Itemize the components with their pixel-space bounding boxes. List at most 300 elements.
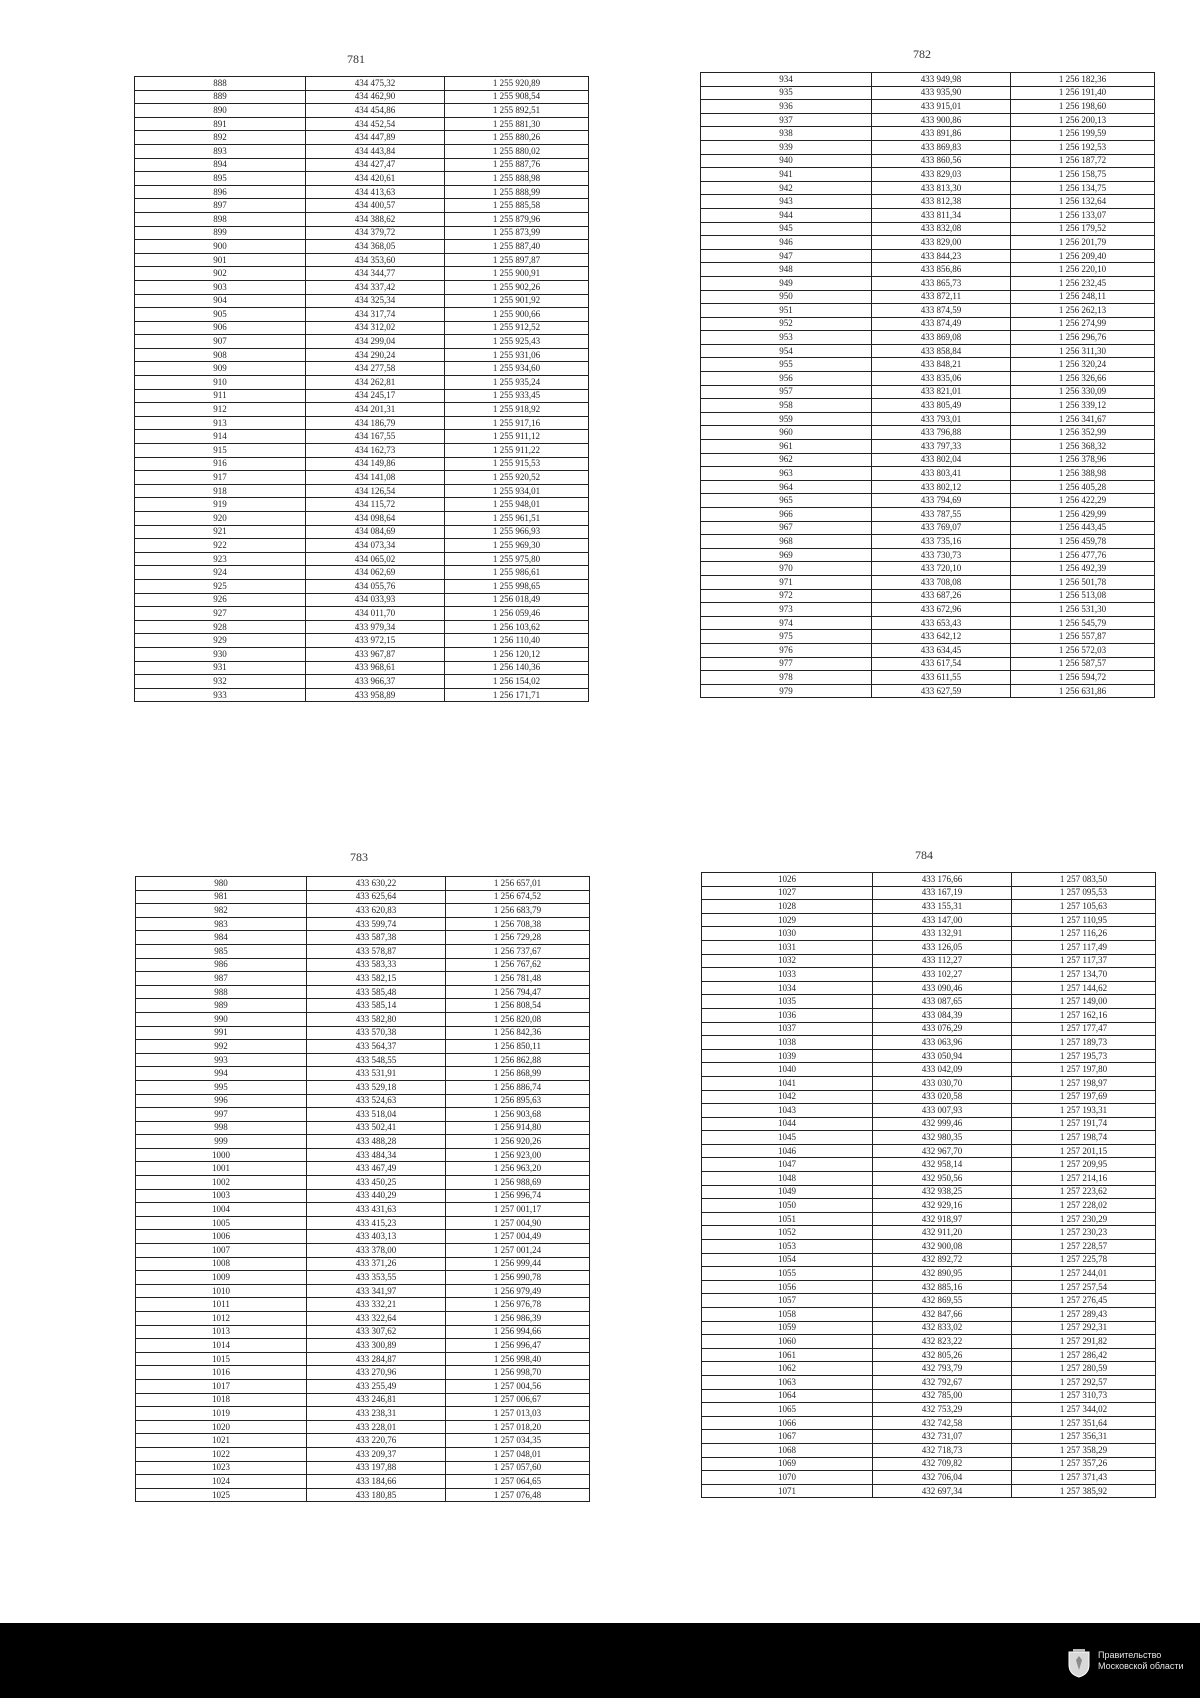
y-coordinate-cell: 1 255 908,54 [445, 90, 589, 104]
y-coordinate-cell: 1 256 513,08 [1011, 589, 1155, 603]
y-coordinate-cell: 1 256 378,96 [1011, 453, 1155, 467]
table-row [135, 158, 589, 172]
y-coordinate-cell: 1 257 310,73 [1012, 1389, 1156, 1403]
y-coordinate-cell: 1 257 195,73 [1012, 1049, 1156, 1063]
point-number-cell: 899 [135, 226, 306, 240]
table-row [135, 498, 589, 512]
y-coordinate-cell: 1 257 057,60 [446, 1461, 590, 1475]
point-number-cell: 935 [701, 86, 872, 100]
table-row [702, 1240, 1156, 1254]
y-coordinate-cell: 1 257 223,62 [1012, 1185, 1156, 1199]
x-coordinate-cell: 433 415,23 [307, 1216, 446, 1230]
x-coordinate-cell: 434 353,60 [306, 253, 445, 267]
x-coordinate-cell: 433 794,69 [872, 494, 1011, 508]
table-row [136, 1271, 590, 1285]
table-row [701, 168, 1155, 182]
y-coordinate-cell: 1 255 873,99 [445, 226, 589, 240]
point-number-cell: 963 [701, 467, 872, 481]
table-row [136, 999, 590, 1013]
y-coordinate-cell: 1 255 915,53 [445, 457, 589, 471]
y-coordinate-cell: 1 255 880,26 [445, 131, 589, 145]
y-coordinate-cell: 1 257 197,80 [1012, 1063, 1156, 1077]
y-coordinate-cell: 1 255 969,30 [445, 539, 589, 553]
x-coordinate-cell: 433 147,00 [873, 913, 1012, 927]
table-row [136, 1203, 590, 1217]
table-row [136, 931, 590, 945]
y-coordinate-cell: 1 255 918,92 [445, 403, 589, 417]
point-number-cell: 924 [135, 566, 306, 580]
y-coordinate-cell: 1 256 103,62 [445, 620, 589, 634]
y-coordinate-cell: 1 257 013,03 [446, 1407, 590, 1421]
table-row [136, 1080, 590, 1094]
point-number-cell: 1050 [702, 1199, 873, 1213]
y-coordinate-cell: 1 257 214,16 [1012, 1172, 1156, 1186]
table-row [135, 457, 589, 471]
x-coordinate-cell: 433 805,49 [872, 399, 1011, 413]
y-coordinate-cell: 1 256 998,70 [446, 1366, 590, 1380]
x-coordinate-cell: 433 112,27 [873, 954, 1012, 968]
point-number-cell: 891 [135, 117, 306, 131]
y-coordinate-cell: 1 256 808,54 [446, 999, 590, 1013]
point-number-cell: 972 [701, 589, 872, 603]
x-coordinate-cell: 433 735,16 [872, 535, 1011, 549]
x-coordinate-cell: 434 245,17 [306, 389, 445, 403]
y-coordinate-cell: 1 256 587,57 [1011, 657, 1155, 671]
x-coordinate-cell: 433 524,63 [307, 1094, 446, 1108]
point-number-cell: 942 [701, 181, 872, 195]
y-coordinate-cell: 1 256 683,79 [446, 904, 590, 918]
y-coordinate-cell: 1 256 820,08 [446, 1012, 590, 1026]
y-coordinate-cell: 1 256 171,71 [445, 688, 589, 702]
y-coordinate-cell: 1 256 191,40 [1011, 86, 1155, 100]
x-coordinate-cell: 433 672,96 [872, 603, 1011, 617]
y-coordinate-cell: 1 256 154,02 [445, 675, 589, 689]
y-coordinate-cell: 1 256 979,49 [446, 1284, 590, 1298]
x-coordinate-cell: 433 858,84 [872, 344, 1011, 358]
point-number-cell: 1045 [702, 1131, 873, 1145]
table-row [702, 1335, 1156, 1349]
point-number-cell: 1061 [702, 1348, 873, 1362]
x-coordinate-cell: 433 891,86 [872, 127, 1011, 141]
y-coordinate-cell: 1 257 291,82 [1012, 1335, 1156, 1349]
x-coordinate-cell: 433 467,49 [307, 1162, 446, 1176]
x-coordinate-cell: 433 874,59 [872, 304, 1011, 318]
x-coordinate-cell: 433 531,91 [307, 1067, 446, 1081]
x-coordinate-cell: 434 149,86 [306, 457, 445, 471]
y-coordinate-cell: 1 257 198,74 [1012, 1131, 1156, 1145]
point-number-cell: 1070 [702, 1471, 873, 1485]
table-row [135, 593, 589, 607]
table-row [702, 1403, 1156, 1417]
y-coordinate-cell: 1 256 133,07 [1011, 208, 1155, 222]
y-coordinate-cell: 1 255 880,02 [445, 144, 589, 158]
table-row [136, 1339, 590, 1353]
point-number-cell: 959 [701, 412, 872, 426]
y-coordinate-cell: 1 257 280,59 [1012, 1362, 1156, 1376]
table-row [702, 1144, 1156, 1158]
point-number-cell: 957 [701, 385, 872, 399]
table-row [702, 1199, 1156, 1213]
y-coordinate-cell: 1 257 116,26 [1012, 927, 1156, 941]
table-row [702, 940, 1156, 954]
table-row [701, 317, 1155, 331]
x-coordinate-cell: 433 209,37 [307, 1447, 446, 1461]
x-coordinate-cell: 434 065,02 [306, 552, 445, 566]
y-coordinate-cell: 1 257 198,97 [1012, 1076, 1156, 1090]
point-number-cell: 902 [135, 267, 306, 281]
x-coordinate-cell: 433 802,12 [872, 480, 1011, 494]
y-coordinate-cell: 1 256 886,74 [446, 1080, 590, 1094]
x-coordinate-cell: 432 805,26 [873, 1348, 1012, 1362]
y-coordinate-cell: 1 256 767,62 [446, 958, 590, 972]
coordinates-table [700, 72, 1155, 698]
point-number-cell: 1022 [136, 1447, 307, 1461]
table-row [136, 1040, 590, 1054]
table-row [701, 385, 1155, 399]
table-row [702, 1308, 1156, 1322]
x-coordinate-cell: 432 938,25 [873, 1185, 1012, 1199]
point-number-cell: 970 [701, 562, 872, 576]
table-row [135, 512, 589, 526]
y-coordinate-cell: 1 256 220,10 [1011, 263, 1155, 277]
y-coordinate-cell: 1 255 948,01 [445, 498, 589, 512]
table-row [702, 968, 1156, 982]
portal-caption-line2: Московской области [1098, 1661, 1184, 1671]
y-coordinate-cell: 1 256 737,67 [446, 944, 590, 958]
table-row [702, 1430, 1156, 1444]
y-coordinate-cell: 1 257 197,69 [1012, 1090, 1156, 1104]
x-coordinate-cell: 433 935,90 [872, 86, 1011, 100]
x-coordinate-cell: 433 900,86 [872, 113, 1011, 127]
point-number-cell: 1014 [136, 1339, 307, 1353]
y-coordinate-cell: 1 257 289,43 [1012, 1308, 1156, 1322]
point-number-cell: 1044 [702, 1117, 873, 1131]
table-row [701, 304, 1155, 318]
x-coordinate-cell: 434 262,81 [306, 376, 445, 390]
x-coordinate-cell: 433 625,64 [307, 890, 446, 904]
x-coordinate-cell: 432 833,02 [873, 1321, 1012, 1335]
table-row [136, 917, 590, 931]
point-number-cell: 1049 [702, 1185, 873, 1199]
table-row [701, 494, 1155, 508]
table-row [701, 684, 1155, 698]
point-number-cell: 1016 [136, 1366, 307, 1380]
coordinates-table [134, 76, 589, 702]
point-number-cell: 928 [135, 620, 306, 634]
y-coordinate-cell: 1 256 999,44 [446, 1257, 590, 1271]
x-coordinate-cell: 433 796,88 [872, 426, 1011, 440]
table-row [136, 1420, 590, 1434]
x-coordinate-cell: 433 803,41 [872, 467, 1011, 481]
y-coordinate-cell: 1 255 975,80 [445, 552, 589, 566]
table-row [135, 389, 589, 403]
table-row [702, 1008, 1156, 1022]
table-row [136, 1176, 590, 1190]
table-row [135, 280, 589, 294]
table-row [702, 1362, 1156, 1376]
x-coordinate-cell: 433 378,00 [307, 1244, 446, 1258]
point-number-cell: 998 [136, 1121, 307, 1135]
x-coordinate-cell: 432 999,46 [873, 1117, 1012, 1131]
point-number-cell: 1027 [702, 886, 873, 900]
y-coordinate-cell: 1 256 134,75 [1011, 181, 1155, 195]
x-coordinate-cell: 434 413,63 [306, 185, 445, 199]
x-coordinate-cell: 433 176,66 [873, 873, 1012, 887]
y-coordinate-cell: 1 257 201,15 [1012, 1144, 1156, 1158]
table-row [135, 376, 589, 390]
x-coordinate-cell: 432 793,79 [873, 1362, 1012, 1376]
table-row [135, 403, 589, 417]
point-number-cell: 950 [701, 290, 872, 304]
point-number-cell: 1036 [702, 1008, 873, 1022]
y-coordinate-cell: 1 256 868,99 [446, 1067, 590, 1081]
x-coordinate-cell: 433 967,87 [306, 647, 445, 661]
y-coordinate-cell: 1 257 001,24 [446, 1244, 590, 1258]
table-row [135, 430, 589, 444]
point-number-cell: 1051 [702, 1212, 873, 1226]
portal-footer-bar [0, 1623, 1200, 1698]
point-number-cell: 976 [701, 643, 872, 657]
y-coordinate-cell: 1 256 531,30 [1011, 603, 1155, 617]
table-row [701, 508, 1155, 522]
point-number-cell: 895 [135, 172, 306, 186]
point-number-cell: 1037 [702, 1022, 873, 1036]
y-coordinate-cell: 1 255 998,65 [445, 579, 589, 593]
table-row [701, 181, 1155, 195]
x-coordinate-cell: 432 731,07 [873, 1430, 1012, 1444]
table-row [702, 1022, 1156, 1036]
point-number-cell: 1013 [136, 1325, 307, 1339]
point-number-cell: 1011 [136, 1298, 307, 1312]
point-number-cell: 898 [135, 212, 306, 226]
table-row [701, 249, 1155, 263]
table-row [702, 1158, 1156, 1172]
x-coordinate-cell: 434 368,05 [306, 240, 445, 254]
table-row [135, 308, 589, 322]
x-coordinate-cell: 433 197,88 [307, 1461, 446, 1475]
x-coordinate-cell: 432 706,04 [873, 1471, 1012, 1485]
y-coordinate-cell: 1 255 892,51 [445, 104, 589, 118]
x-coordinate-cell: 432 890,95 [873, 1267, 1012, 1281]
point-number-cell: 973 [701, 603, 872, 617]
x-coordinate-cell: 433 797,33 [872, 440, 1011, 454]
y-coordinate-cell: 1 255 902,26 [445, 280, 589, 294]
table-row [702, 1049, 1156, 1063]
y-coordinate-cell: 1 257 083,50 [1012, 873, 1156, 887]
y-coordinate-cell: 1 256 708,38 [446, 917, 590, 931]
table-row [136, 1067, 590, 1081]
x-coordinate-cell: 433 284,87 [307, 1352, 446, 1366]
point-number-cell: 908 [135, 348, 306, 362]
x-coordinate-cell: 433 564,37 [307, 1040, 446, 1054]
point-number-cell: 994 [136, 1067, 307, 1081]
point-number-cell: 991 [136, 1026, 307, 1040]
table-row [136, 1148, 590, 1162]
table-row [136, 1162, 590, 1176]
table-row [135, 607, 589, 621]
x-coordinate-cell: 433 255,49 [307, 1379, 446, 1393]
point-number-cell: 1008 [136, 1257, 307, 1271]
y-coordinate-cell: 1 256 405,28 [1011, 480, 1155, 494]
x-coordinate-cell: 434 312,02 [306, 321, 445, 335]
table-row [136, 1189, 590, 1203]
x-coordinate-cell: 433 627,59 [872, 684, 1011, 698]
x-coordinate-cell: 433 488,28 [307, 1135, 446, 1149]
x-coordinate-cell: 434 186,79 [306, 416, 445, 430]
point-number-cell: 955 [701, 358, 872, 372]
x-coordinate-cell: 433 620,83 [307, 904, 446, 918]
table-row [135, 525, 589, 539]
x-coordinate-cell: 433 730,73 [872, 548, 1011, 562]
x-coordinate-cell: 433 332,21 [307, 1298, 446, 1312]
y-coordinate-cell: 1 256 895,63 [446, 1094, 590, 1108]
point-number-cell: 1055 [702, 1267, 873, 1281]
y-coordinate-cell: 1 255 934,01 [445, 484, 589, 498]
table-row [135, 688, 589, 702]
table-row [701, 222, 1155, 236]
table-row [135, 444, 589, 458]
table-row [136, 1216, 590, 1230]
point-number-cell: 960 [701, 426, 872, 440]
y-coordinate-cell: 1 255 911,22 [445, 444, 589, 458]
table-row [701, 358, 1155, 372]
point-number-cell: 951 [701, 304, 872, 318]
point-number-cell: 922 [135, 539, 306, 553]
point-number-cell: 952 [701, 317, 872, 331]
y-coordinate-cell: 1 255 897,87 [445, 253, 589, 267]
y-coordinate-cell: 1 257 230,23 [1012, 1226, 1156, 1240]
table-row [701, 399, 1155, 413]
x-coordinate-cell: 433 518,04 [307, 1108, 446, 1122]
y-coordinate-cell: 1 257 230,29 [1012, 1212, 1156, 1226]
y-coordinate-cell: 1 256 862,88 [446, 1053, 590, 1067]
y-coordinate-cell: 1 255 911,12 [445, 430, 589, 444]
x-coordinate-cell: 433 949,98 [872, 73, 1011, 87]
x-coordinate-cell: 433 087,65 [873, 995, 1012, 1009]
y-coordinate-cell: 1 257 193,31 [1012, 1104, 1156, 1118]
x-coordinate-cell: 434 084,69 [306, 525, 445, 539]
point-number-cell: 953 [701, 331, 872, 345]
point-number-cell: 1025 [136, 1488, 307, 1502]
table-row [135, 104, 589, 118]
table-row [702, 1253, 1156, 1267]
x-coordinate-cell: 433 102,27 [873, 968, 1012, 982]
table-row [135, 620, 589, 634]
table-row [135, 579, 589, 593]
table-row [701, 154, 1155, 168]
x-coordinate-cell: 433 180,85 [307, 1488, 446, 1502]
point-number-cell: 938 [701, 127, 872, 141]
x-coordinate-cell: 434 062,69 [306, 566, 445, 580]
x-coordinate-cell: 433 570,38 [307, 1026, 446, 1040]
y-coordinate-cell: 1 255 887,76 [445, 158, 589, 172]
point-number-cell: 949 [701, 276, 872, 290]
point-number-cell: 1021 [136, 1434, 307, 1448]
table-row [701, 263, 1155, 277]
point-number-cell: 954 [701, 344, 872, 358]
table-row [701, 73, 1155, 87]
x-coordinate-cell: 434 073,34 [306, 539, 445, 553]
table-row [702, 913, 1156, 927]
x-coordinate-cell: 433 246,81 [307, 1393, 446, 1407]
point-number-cell: 909 [135, 362, 306, 376]
x-coordinate-cell: 434 344,77 [306, 267, 445, 281]
x-coordinate-cell: 433 708,08 [872, 575, 1011, 589]
table-row [701, 480, 1155, 494]
point-number-cell: 981 [136, 890, 307, 904]
table-row [701, 630, 1155, 644]
point-number-cell: 1052 [702, 1226, 873, 1240]
y-coordinate-cell: 1 257 189,73 [1012, 1036, 1156, 1050]
x-coordinate-cell: 432 709,82 [873, 1457, 1012, 1471]
point-number-cell: 1039 [702, 1049, 873, 1063]
x-coordinate-cell: 433 184,66 [307, 1475, 446, 1489]
x-coordinate-cell: 434 126,54 [306, 484, 445, 498]
y-coordinate-cell: 1 256 311,30 [1011, 344, 1155, 358]
point-number-cell: 969 [701, 548, 872, 562]
point-number-cell: 940 [701, 154, 872, 168]
point-number-cell: 1063 [702, 1375, 873, 1389]
x-coordinate-cell: 433 353,55 [307, 1271, 446, 1285]
x-coordinate-cell: 434 011,70 [306, 607, 445, 621]
x-coordinate-cell: 432 950,56 [873, 1172, 1012, 1186]
y-coordinate-cell: 1 256 976,78 [446, 1298, 590, 1312]
table-row [701, 453, 1155, 467]
x-coordinate-cell: 433 599,74 [307, 917, 446, 931]
x-coordinate-cell: 433 238,31 [307, 1407, 446, 1421]
x-coordinate-cell: 433 869,08 [872, 331, 1011, 345]
x-coordinate-cell: 433 829,03 [872, 168, 1011, 182]
point-number-cell: 989 [136, 999, 307, 1013]
point-number-cell: 1028 [702, 900, 873, 914]
y-coordinate-cell: 1 257 209,95 [1012, 1158, 1156, 1172]
table-row [702, 1131, 1156, 1145]
x-coordinate-cell: 433 007,93 [873, 1104, 1012, 1118]
point-number-cell: 926 [135, 593, 306, 607]
table-row [136, 958, 590, 972]
table-row [136, 1434, 590, 1448]
table-row [135, 77, 589, 91]
x-coordinate-cell: 433 634,45 [872, 643, 1011, 657]
point-number-cell: 990 [136, 1012, 307, 1026]
point-number-cell: 923 [135, 552, 306, 566]
table-row [136, 972, 590, 986]
table-row [701, 643, 1155, 657]
point-number-cell: 934 [701, 73, 872, 87]
y-coordinate-cell: 1 257 244,01 [1012, 1267, 1156, 1281]
point-number-cell: 1058 [702, 1308, 873, 1322]
y-coordinate-cell: 1 257 191,74 [1012, 1117, 1156, 1131]
x-coordinate-cell: 433 084,39 [873, 1008, 1012, 1022]
x-coordinate-cell: 434 098,64 [306, 512, 445, 526]
y-coordinate-cell: 1 257 110,95 [1012, 913, 1156, 927]
point-number-cell: 965 [701, 494, 872, 508]
point-number-cell: 948 [701, 263, 872, 277]
table-row [135, 362, 589, 376]
x-coordinate-cell: 434 325,34 [306, 294, 445, 308]
table-row [136, 985, 590, 999]
point-number-cell: 944 [701, 208, 872, 222]
x-coordinate-cell: 434 167,55 [306, 430, 445, 444]
point-number-cell: 1009 [136, 1271, 307, 1285]
table-row [702, 1117, 1156, 1131]
point-number-cell: 1012 [136, 1312, 307, 1326]
y-coordinate-cell: 1 255 920,89 [445, 77, 589, 91]
x-coordinate-cell: 433 821,01 [872, 385, 1011, 399]
table-row [136, 1094, 590, 1108]
point-number-cell: 903 [135, 280, 306, 294]
x-coordinate-cell: 432 823,22 [873, 1335, 1012, 1349]
